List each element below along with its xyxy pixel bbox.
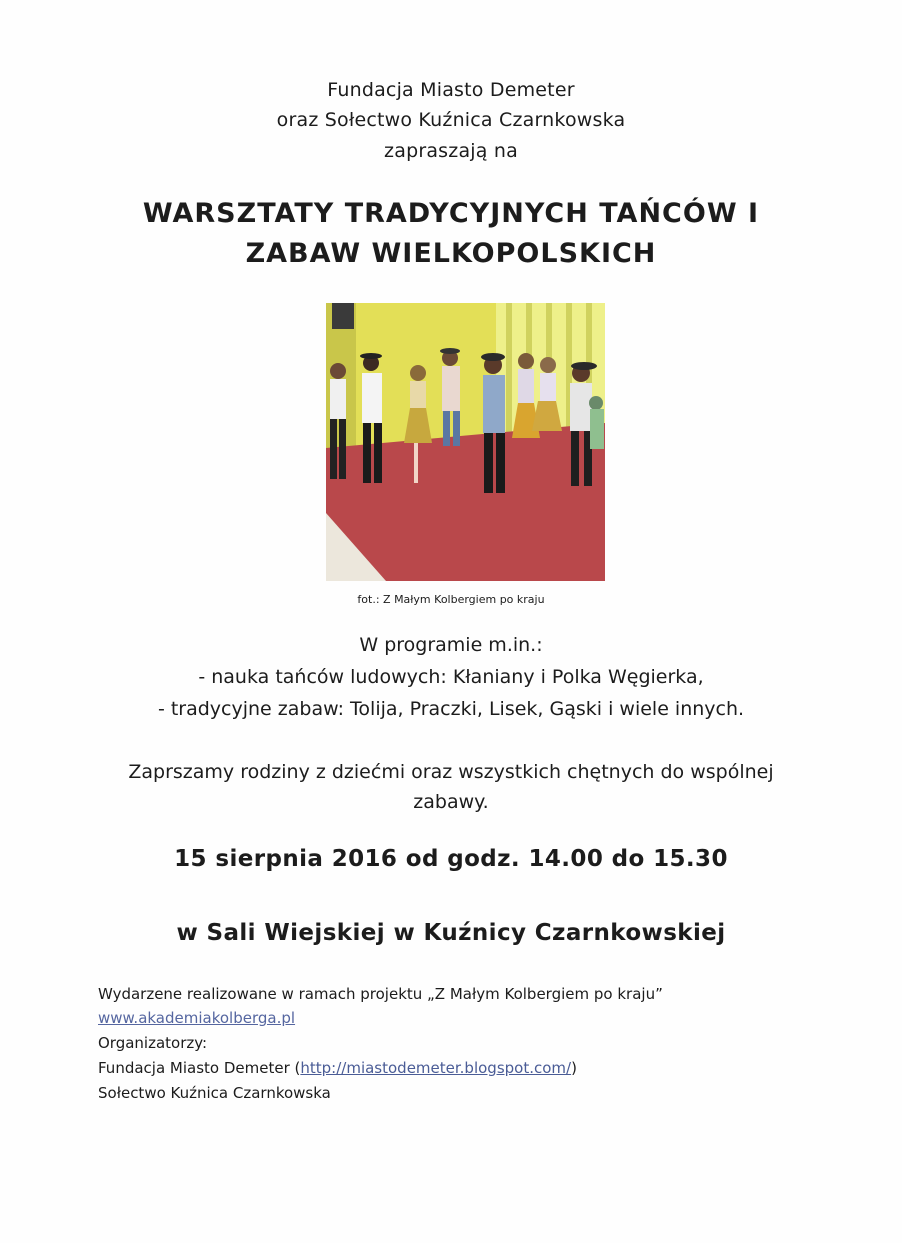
program-item: - nauka tańców ludowych: Kłaniany i Polka Węgierka, (198, 666, 704, 688)
project-link[interactable] (98, 1009, 295, 1027)
organizer-1-close: ) (571, 1059, 577, 1077)
project-note: Wydarzene realizowane w ramach projektu „Z Małym Kolbergiem po kraju” (98, 985, 663, 1003)
organizers-label: Organizatorzy: (98, 1034, 208, 1052)
dance-photo (326, 303, 605, 581)
co-organizer-line: oraz Sołectwo Kuźnica Czarnkowska (276, 109, 626, 131)
event-title-line-1: WARSZTATY TRADYCYJNYCH TAŃCÓW I (142, 198, 760, 229)
program-heading: W programie m.in.: (359, 634, 543, 656)
photo-caption: fot.: Z Małym Kolbergiem po kraju (357, 593, 545, 606)
event-venue: w Sali Wiejskiej w Kuźnicy Czarnkowskiej (176, 920, 726, 946)
organizer-line: Fundacja Miasto Demeter (327, 79, 575, 101)
event-datetime: 15 sierpnia 2016 od godz. 14.00 do 15.30 (174, 846, 728, 872)
event-title-line-2: ZABAW WIELKOPOLSKICH (245, 238, 657, 269)
invitation-line-1: Zaprszamy rodziny z dziećmi oraz wszystkich chętnych do wspólnej (128, 761, 774, 783)
organizer-1-name: Fundacja Miasto Demeter ( (98, 1059, 301, 1077)
project-link-text[interactable]: www.akademiakolberga.pl (98, 1009, 296, 1027)
organizer-2: Sołectwo Kuźnica Czarnkowska (98, 1084, 331, 1102)
organizer-1 (98, 1059, 577, 1077)
invite-line: zapraszają na (384, 140, 518, 162)
invitation-line-2: zabawy. (413, 791, 489, 813)
organizer-1-link[interactable]: http://miastodemeter.blogspot.com/ (300, 1059, 572, 1077)
program-item: - tradycyjne zabaw: Tolija, Praczki, Lisek, Gąski i wiele innych. (157, 698, 745, 720)
